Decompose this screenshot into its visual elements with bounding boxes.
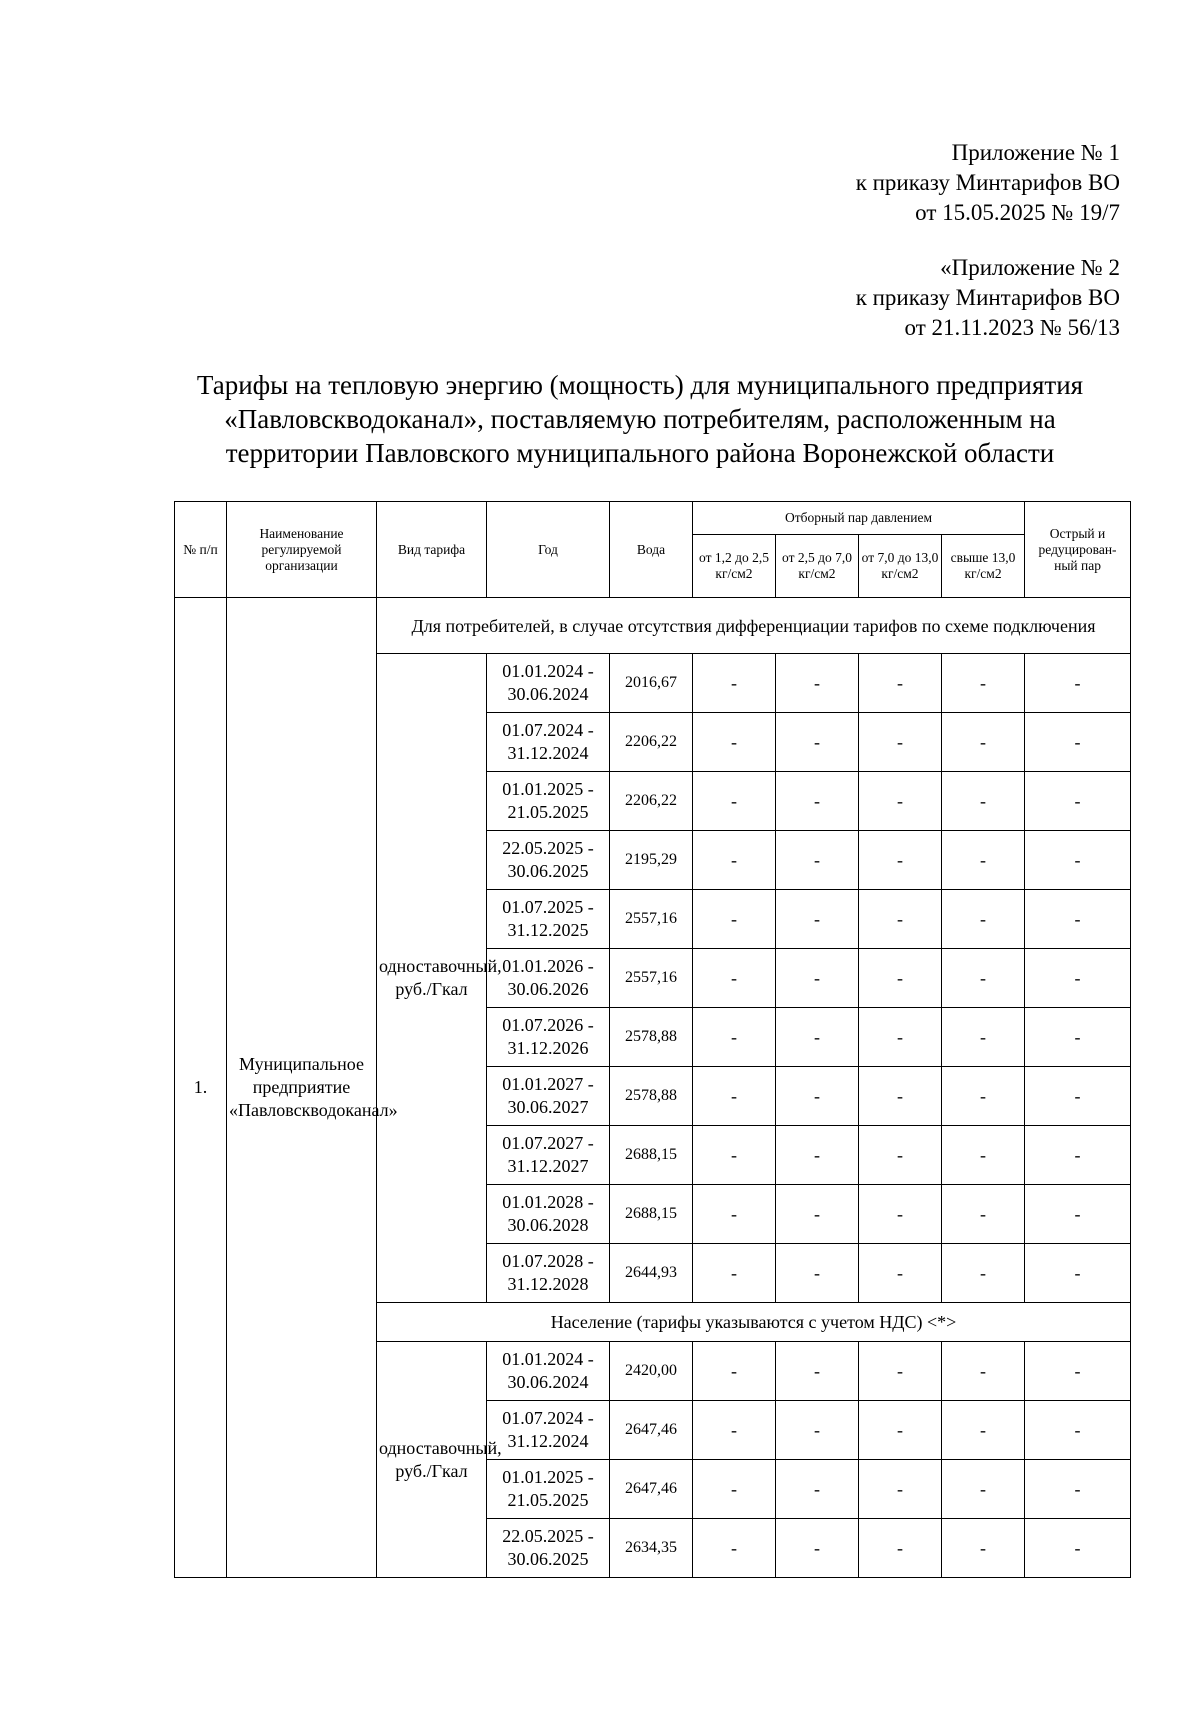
- steam-4-cell: -: [942, 890, 1025, 949]
- steam-4-cell: -: [942, 949, 1025, 1008]
- period-cell: 01.07.2027 - 31.12.2027: [487, 1126, 610, 1185]
- steam-3-cell: -: [859, 772, 942, 831]
- period-cell: 01.07.2024 - 31.12.2024: [487, 713, 610, 772]
- period-cell: 01.07.2024 - 31.12.2024: [487, 1401, 610, 1460]
- steam-2-cell: -: [776, 713, 859, 772]
- header-num: № п/п: [175, 502, 227, 598]
- steam-1-cell: -: [693, 1067, 776, 1126]
- header-steam-1: от 1,2 до 2,5 кг/см2: [693, 535, 776, 598]
- water-tariff-cell: 2647,46: [610, 1460, 693, 1519]
- period-cell: 01.01.2028 - 30.06.2028: [487, 1185, 610, 1244]
- steam-3-cell: -: [859, 1185, 942, 1244]
- header-steam-4: свыше 13,0 кг/см2: [942, 535, 1025, 598]
- period-cell: 01.01.2025 - 21.05.2025: [487, 1460, 610, 1519]
- water-tariff-cell: 2420,00: [610, 1342, 693, 1401]
- section-title: Население (тарифы указываются с учетом НДС) <*>: [377, 1303, 1131, 1342]
- section-title: Для потребителей, в случае отсутствия дифференциации тарифов по схеме подключения: [377, 598, 1131, 654]
- sharp-steam-cell: -: [1025, 772, 1131, 831]
- sharp-steam-cell: -: [1025, 1008, 1131, 1067]
- period-cell: 22.05.2025 - 30.06.2025: [487, 831, 610, 890]
- water-tariff-cell: 2688,15: [610, 1126, 693, 1185]
- steam-2-cell: -: [776, 1342, 859, 1401]
- steam-4-cell: -: [942, 713, 1025, 772]
- period-cell: 01.01.2027 - 30.06.2027: [487, 1067, 610, 1126]
- appendix-number: Приложение № 1: [951, 140, 1120, 165]
- row-number: 1.: [175, 598, 227, 1578]
- water-tariff-cell: 2578,88: [610, 1008, 693, 1067]
- tariff-kind: одноставочный, руб./Гкал: [377, 1342, 487, 1578]
- water-tariff-cell: 2557,16: [610, 890, 693, 949]
- sharp-steam-cell: -: [1025, 654, 1131, 713]
- water-tariff-cell: 2578,88: [610, 1067, 693, 1126]
- steam-3-cell: -: [859, 890, 942, 949]
- header-org: Наименование регулируемой организации: [227, 502, 377, 598]
- sharp-steam-cell: -: [1025, 1401, 1131, 1460]
- appendix-header-previous: [856, 253, 1120, 343]
- steam-2-cell: -: [776, 1008, 859, 1067]
- period-cell: 01.01.2024 - 30.06.2024: [487, 654, 610, 713]
- sharp-steam-cell: -: [1025, 1244, 1131, 1303]
- steam-1-cell: -: [693, 1460, 776, 1519]
- steam-1-cell: -: [693, 831, 776, 890]
- steam-2-cell: -: [776, 1126, 859, 1185]
- steam-3-cell: -: [859, 713, 942, 772]
- steam-3-cell: -: [859, 654, 942, 713]
- water-tariff-cell: 2644,93: [610, 1244, 693, 1303]
- steam-3-cell: -: [859, 1126, 942, 1185]
- steam-4-cell: -: [942, 1185, 1025, 1244]
- steam-2-cell: -: [776, 949, 859, 1008]
- water-tariff-cell: 2195,29: [610, 831, 693, 890]
- water-tariff-cell: 2557,16: [610, 949, 693, 1008]
- steam-1-cell: -: [693, 1401, 776, 1460]
- steam-1-cell: -: [693, 1342, 776, 1401]
- appendix-order-ref: к приказу Минтарифов ВО: [855, 285, 1120, 310]
- steam-1-cell: -: [693, 890, 776, 949]
- water-tariff-cell: 2688,15: [610, 1185, 693, 1244]
- water-tariff-cell: 2634,35: [610, 1519, 693, 1578]
- header-tariff-kind: Вид тарифа: [377, 502, 487, 598]
- appendix-order-date: от 21.11.2023 № 56/13: [904, 315, 1120, 340]
- period-cell: 01.01.2025 - 21.05.2025: [487, 772, 610, 831]
- steam-2-cell: -: [776, 1401, 859, 1460]
- sharp-steam-cell: -: [1025, 1519, 1131, 1578]
- header-steam-2: от 2,5 до 7,0 кг/см2: [776, 535, 859, 598]
- section-title-row: [175, 598, 1131, 654]
- steam-3-cell: -: [859, 949, 942, 1008]
- water-tariff-cell: 2647,46: [610, 1401, 693, 1460]
- steam-4-cell: -: [942, 772, 1025, 831]
- water-tariff-cell: 2206,22: [610, 772, 693, 831]
- steam-4-cell: -: [942, 1067, 1025, 1126]
- steam-4-cell: -: [942, 1126, 1025, 1185]
- steam-4-cell: -: [942, 1460, 1025, 1519]
- steam-1-cell: -: [693, 713, 776, 772]
- period-cell: 22.05.2025 - 30.06.2025: [487, 1519, 610, 1578]
- period-cell: 01.01.2026 - 30.06.2026: [487, 949, 610, 1008]
- header-steam-group: Отборный пар давлением: [693, 502, 1025, 535]
- period-cell: 01.07.2028 - 31.12.2028: [487, 1244, 610, 1303]
- steam-1-cell: -: [693, 1126, 776, 1185]
- steam-1-cell: -: [693, 1519, 776, 1578]
- period-cell: 01.01.2024 - 30.06.2024: [487, 1342, 610, 1401]
- steam-2-cell: -: [776, 772, 859, 831]
- steam-2-cell: -: [776, 890, 859, 949]
- period-cell: 01.07.2026 - 31.12.2026: [487, 1008, 610, 1067]
- steam-2-cell: -: [776, 1185, 859, 1244]
- steam-1-cell: -: [693, 1244, 776, 1303]
- title-line: территории Павловского муниципального района Воронежской области: [225, 438, 1055, 468]
- tariff-table: [174, 501, 1131, 1578]
- header-sharp-steam: Острый и редуцирован-ный пар: [1025, 502, 1131, 598]
- steam-3-cell: -: [859, 1067, 942, 1126]
- steam-4-cell: -: [942, 831, 1025, 890]
- steam-2-cell: -: [776, 831, 859, 890]
- title-line: «Павловскводоканал», поставляемую потребителям, расположенным на: [224, 404, 1056, 434]
- steam-3-cell: -: [859, 1460, 942, 1519]
- sharp-steam-cell: -: [1025, 1342, 1131, 1401]
- steam-4-cell: -: [942, 1401, 1025, 1460]
- steam-2-cell: -: [776, 654, 859, 713]
- appendix-order-date: от 15.05.2025 № 19/7: [915, 200, 1120, 225]
- water-tariff-cell: 2206,22: [610, 713, 693, 772]
- steam-4-cell: -: [942, 1342, 1025, 1401]
- sharp-steam-cell: -: [1025, 1067, 1131, 1126]
- steam-3-cell: -: [859, 1401, 942, 1460]
- steam-1-cell: -: [693, 1008, 776, 1067]
- sharp-steam-cell: -: [1025, 831, 1131, 890]
- sharp-steam-cell: -: [1025, 1185, 1131, 1244]
- steam-3-cell: -: [859, 1244, 942, 1303]
- sharp-steam-cell: -: [1025, 713, 1131, 772]
- steam-4-cell: -: [942, 1008, 1025, 1067]
- tariff-table-body: [175, 598, 1131, 1578]
- sharp-steam-cell: -: [1025, 890, 1131, 949]
- steam-1-cell: -: [693, 1185, 776, 1244]
- header-year: Год: [487, 502, 610, 598]
- steam-2-cell: -: [776, 1460, 859, 1519]
- steam-4-cell: -: [942, 654, 1025, 713]
- title-line: Тарифы на тепловую энергию (мощность) для муниципального предприятия: [196, 370, 1084, 400]
- steam-1-cell: -: [693, 949, 776, 1008]
- steam-1-cell: -: [693, 654, 776, 713]
- water-tariff-cell: 2016,67: [610, 654, 693, 713]
- period-cell: 01.07.2025 - 31.12.2025: [487, 890, 610, 949]
- header-water: Вода: [610, 502, 693, 598]
- appendix-number: «Приложение № 2: [940, 255, 1120, 280]
- steam-3-cell: -: [859, 1342, 942, 1401]
- header-steam-3: от 7,0 до 13,0 кг/см2: [859, 535, 942, 598]
- document-title: [160, 368, 1120, 470]
- steam-1-cell: -: [693, 772, 776, 831]
- appendix-order-ref: к приказу Минтарифов ВО: [855, 170, 1120, 195]
- steam-2-cell: -: [776, 1067, 859, 1126]
- steam-4-cell: -: [942, 1519, 1025, 1578]
- steam-4-cell: -: [942, 1244, 1025, 1303]
- appendix-header-current: [856, 138, 1120, 228]
- sharp-steam-cell: -: [1025, 949, 1131, 1008]
- steam-3-cell: -: [859, 1519, 942, 1578]
- organization-name: Муниципальное предприятие «Павловскводоканал»: [227, 598, 377, 1578]
- sharp-steam-cell: -: [1025, 1126, 1131, 1185]
- sharp-steam-cell: -: [1025, 1460, 1131, 1519]
- steam-3-cell: -: [859, 1008, 942, 1067]
- steam-2-cell: -: [776, 1519, 859, 1578]
- tariff-kind: одноставочный, руб./Гкал: [377, 654, 487, 1303]
- steam-2-cell: -: [776, 1244, 859, 1303]
- steam-3-cell: -: [859, 831, 942, 890]
